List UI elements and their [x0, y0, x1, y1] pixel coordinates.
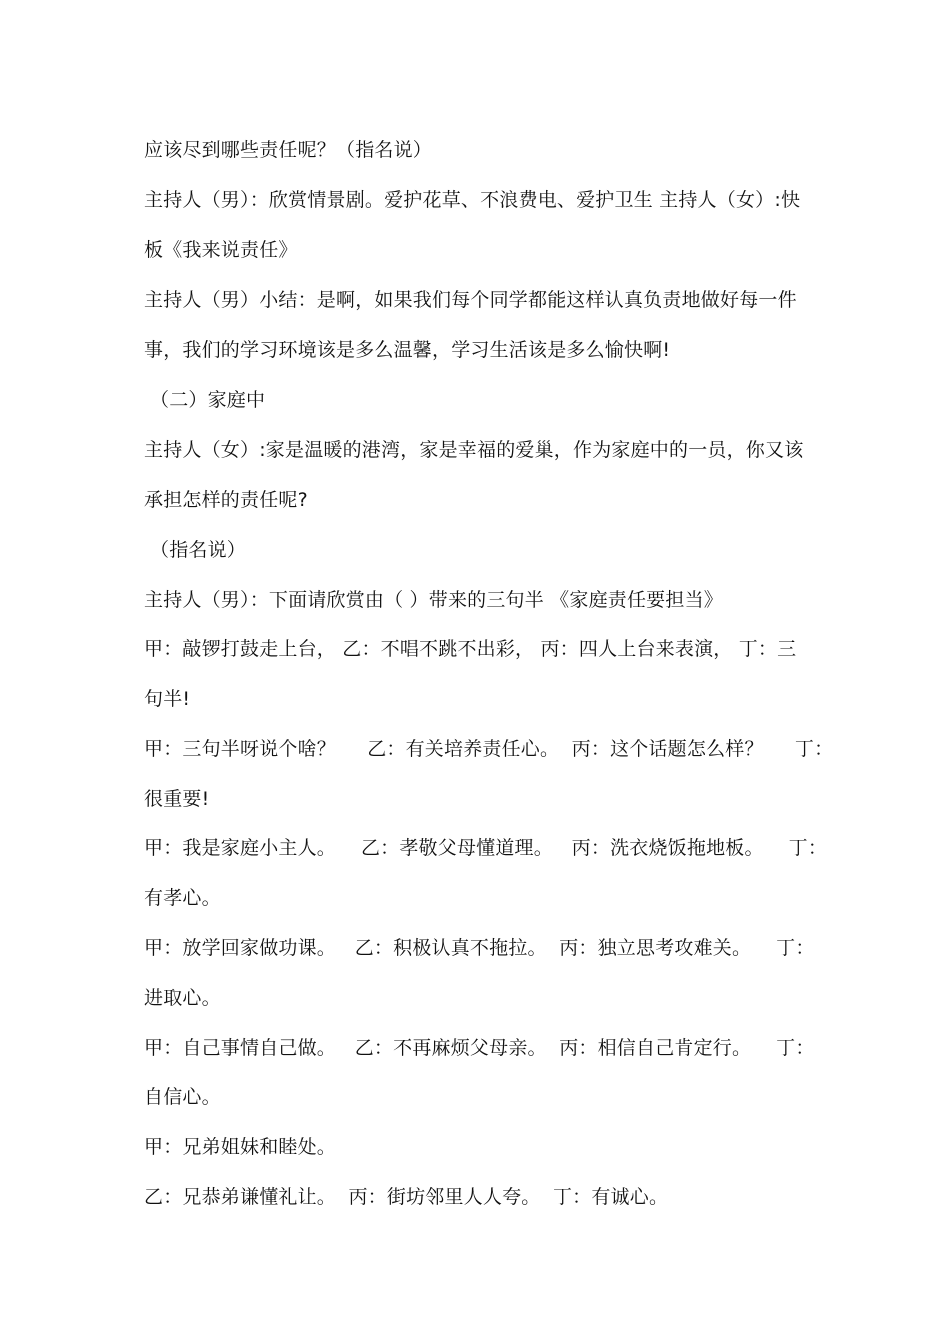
text-line: 应该尽到哪些责任呢？（指名说）	[144, 139, 433, 161]
text-line: 主持人（女）:家是温暖的港湾，家是幸福的爱巢，作为家庭中的一员，你又该	[144, 439, 804, 461]
text-line: 甲：自己事情自己做。 乙：不再麻烦父母亲。 丙：相信自己肯定行。 丁：	[144, 1037, 815, 1059]
text-line: 主持人（男）：下面请欣赏由（ ）带来的三句半 《家庭责任要担当》	[144, 589, 723, 611]
text-line: 乙：兄恭弟谦懂礼让。 丙：街坊邻里人人夸。 丁：有诚心。	[144, 1186, 669, 1208]
text-line: 主持人（男）小结：是啊，如果我们每个同学都能这样认真负责地做好每一件	[144, 289, 797, 311]
text-line: 甲：敲锣打鼓走上台， 乙：不唱不跳不出彩， 丙：四人上台来表演， 丁：三	[144, 638, 797, 660]
text-line: 进取心。	[144, 987, 221, 1009]
text-line: 自信心。	[144, 1086, 221, 1108]
text-line: 事，我们的学习环境该是多么温馨，学习生活该是多么愉快啊!	[144, 339, 671, 361]
text-line: 承担怎样的责任呢?	[144, 489, 308, 511]
text-line: 甲：兄弟姐妹和睦处。	[144, 1136, 337, 1158]
text-line: 主持人（男）：欣赏情景剧。爱护花草、不浪费电、爱护卫生 主持人（女）:快	[144, 189, 801, 211]
text-line: 板《我来说责任》	[144, 239, 298, 261]
text-line: 很重要!	[144, 788, 210, 810]
text-line: （指名说）	[150, 539, 247, 561]
text-line: 句半!	[144, 688, 191, 710]
text-line: 甲：三句半呀说个啥？ 乙：有关培养责任心。 丙：这个话题怎么样？ 丁：	[144, 738, 834, 760]
text-line: 甲：放学回家做功课。 乙：积极认真不拖拉。 丙：独立思考攻难关。 丁：	[144, 937, 815, 959]
text-line: 有孝心。	[144, 887, 221, 909]
text-line: 甲：我是家庭小主人。 乙：孝敬父母懂道理。 丙：洗衣烧饭拖地板。 丁：	[144, 837, 828, 859]
section-heading: （二）家庭中	[150, 389, 266, 411]
